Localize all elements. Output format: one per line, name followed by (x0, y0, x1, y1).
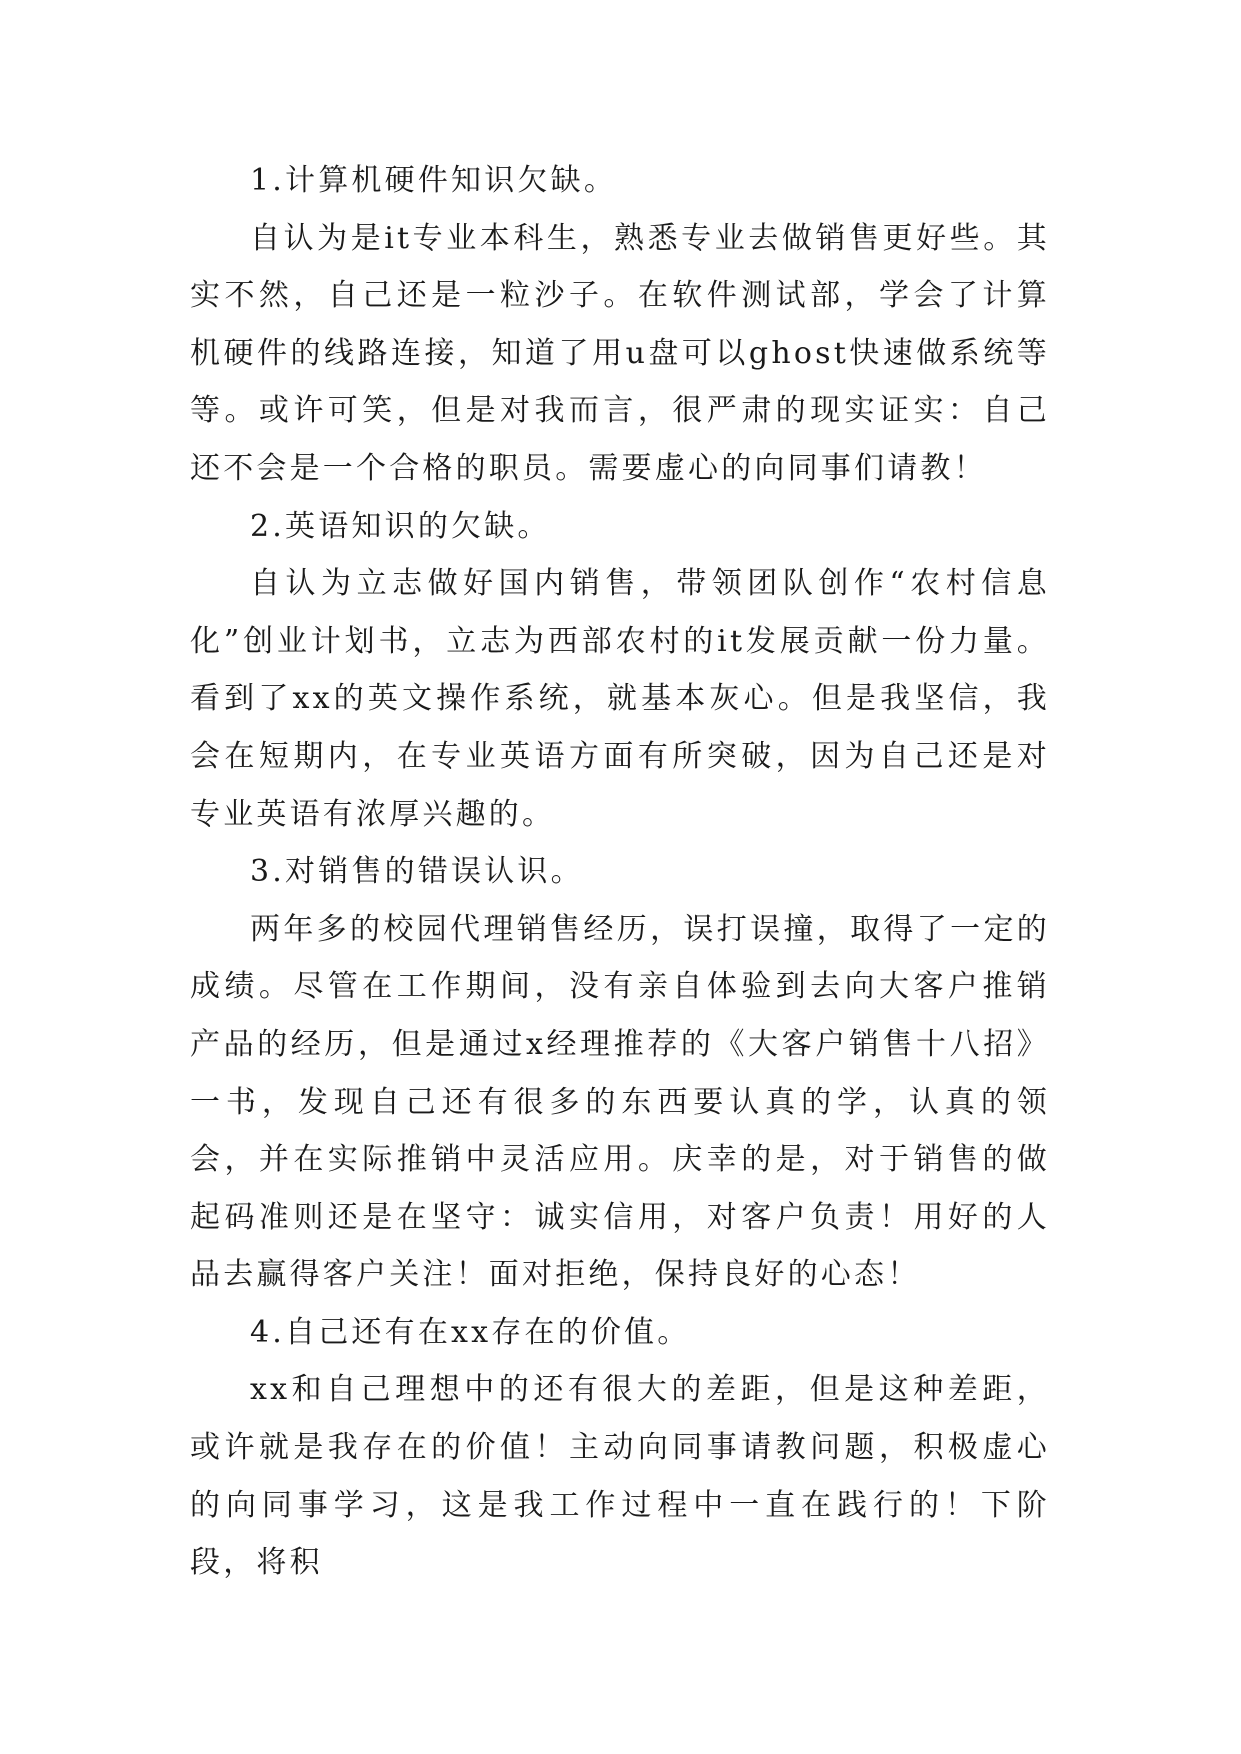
heading-4: 4.自己还有在xx存在的价值。 (250, 1314, 691, 1350)
document-body (190, 152, 1050, 1592)
paragraph-4: xx和自己理想中的还有很大的差距，但是这种差距，或许就是我存在的价值！主动向同事请教问题，积极虚心的向同事学习，这是我工作过程中一直在践行的！下阶段，将积 (190, 1372, 1050, 1581)
paragraph-2: 自认为立志做好国内销售，带领团队创作“农村信息化”创业计划书，立志为西部农村的it发展贡献一份力量。看到了xx的英文操作系统，就基本灰心。但是我坚信，我会在短期内，在专业英语方面有所突破，因为自己还是对专业英语有浓厚兴趣的。 (190, 566, 1050, 832)
paragraph-3: 两年多的校园代理销售经历，误打误撞，取得了一定的成绩。尽管在工作期间，没有亲自体验到去向大客户推销产品的经历，但是通过x经理推荐的《大客户销售十八招》一书，发现自己还有很多的东西要认真的学，认真的领会，并在实际推销中灵活应用。庆幸的是，对于销售的做起码准则还是在坚守：诚实信用，对客户负责！用好的人品去赢得客户关注！面对拒绝，保持良好的心态！ (190, 911, 1050, 1293)
heading-2: 2.英语知识的欠缺。 (250, 508, 551, 544)
paragraph-1: 自认为是it专业本科生，熟悉专业去做销售更好些。其实不然，自己还是一粒沙子。在软件测试部，学会了计算机硬件的线路连接，知道了用u盘可以ghost快速做系统等等。或许可笑，但是对我而言，很严肃的现实证实：自己还不会是一个合格的职员。需要虚心的向同事们请教！ (190, 220, 1050, 486)
heading-1: 1.计算机硬件知识欠缺。 (250, 163, 618, 198)
heading-3: 3.对销售的错误认识。 (250, 854, 584, 890)
